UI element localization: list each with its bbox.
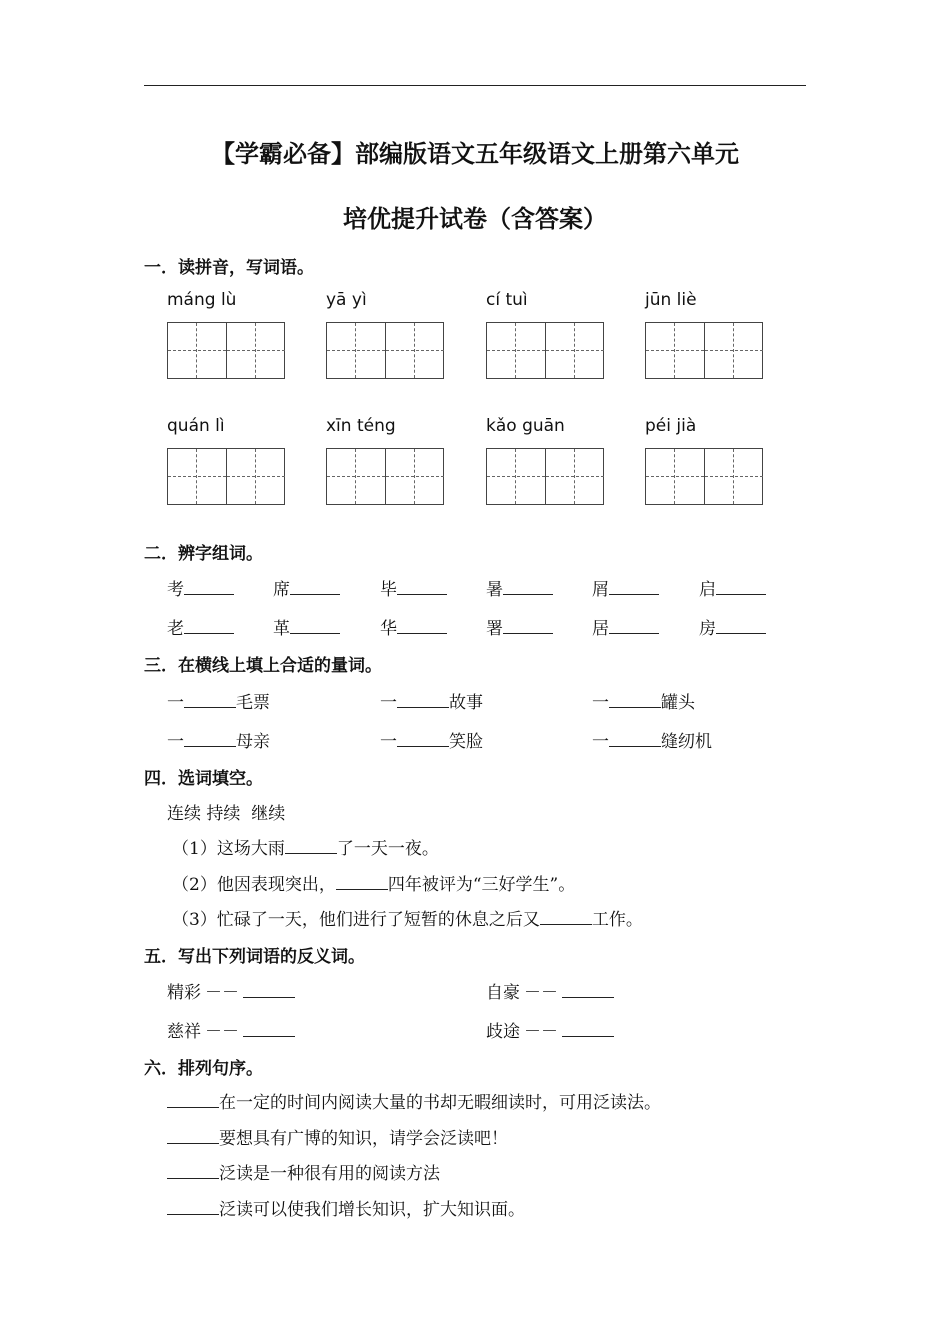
answer-blank[interactable]: [184, 579, 234, 595]
pinyin-label: cí tuì: [486, 290, 528, 310]
pinyin-label: péi jià: [645, 416, 697, 436]
pinyin-label: jūn liè: [645, 290, 697, 310]
sentence-order-item: 要想具有广博的知识，请学会泛读吧！: [167, 1124, 508, 1149]
answer-blank[interactable]: [167, 1092, 219, 1108]
pinyin-label: yā yì: [326, 290, 367, 310]
answer-blank[interactable]: [716, 618, 766, 634]
answer-blank[interactable]: [243, 1021, 295, 1037]
section-3-heading: 三．在横线上填上合适的量词。: [144, 656, 382, 676]
tianzige-box[interactable]: [486, 448, 604, 505]
answer-blank[interactable]: [184, 692, 236, 708]
char-item: 暑: [486, 575, 553, 600]
fill-question-2: （2）他因表现突出， 四年被评为“三好学生”。: [172, 875, 576, 895]
answer-blank[interactable]: [184, 731, 236, 747]
section-1-heading: 一．读拼音，写词语。: [144, 258, 314, 278]
answer-blank[interactable]: [540, 909, 592, 925]
pinyin-label: quán lì: [167, 416, 225, 436]
fill-question-1: （1）这场大雨 了一天一夜。: [172, 839, 439, 859]
pinyin-label: máng lù: [167, 290, 237, 310]
sentence-order-item: 在一定的时间内阅读大量的书却无暇细读时，可用泛读法。: [167, 1088, 661, 1113]
answer-blank[interactable]: [609, 618, 659, 634]
answer-blank[interactable]: [609, 579, 659, 595]
answer-blank[interactable]: [290, 579, 340, 595]
answer-blank[interactable]: [503, 618, 553, 634]
measure-word-item: 一 罐头: [592, 693, 695, 713]
tianzige-box[interactable]: [326, 448, 444, 505]
tianzige-box[interactable]: [167, 448, 285, 505]
antonym-item: 自豪 －－: [486, 978, 614, 1003]
antonym-item: 精彩 －－: [167, 978, 295, 1003]
char-item: 启: [699, 575, 766, 600]
section-5-heading: 五．写出下列词语的反义词。: [144, 947, 365, 967]
antonym-item: 歧途 －－: [486, 1017, 614, 1042]
answer-blank[interactable]: [243, 982, 295, 998]
answer-blank[interactable]: [562, 982, 614, 998]
measure-word-item: 一 母亲: [167, 732, 270, 752]
top-rule: [144, 85, 806, 86]
measure-word-item: 一 故事: [380, 693, 483, 713]
title-line-1: 【学霸必备】部编版语文五年级语文上册第六单元: [211, 140, 739, 168]
char-item: 署: [486, 614, 553, 639]
tianzige-box[interactable]: [645, 448, 763, 505]
answer-blank[interactable]: [285, 838, 337, 854]
section-4-heading: 四．选词填空。: [144, 769, 263, 789]
measure-word-item: 一 笑脸: [380, 732, 483, 752]
answer-blank[interactable]: [184, 618, 234, 634]
answer-blank[interactable]: [290, 618, 340, 634]
char-item: 居: [592, 614, 659, 639]
section-6-heading: 六．排列句序。: [144, 1059, 263, 1079]
answer-blank[interactable]: [397, 692, 449, 708]
sentence-order-item: 泛读可以使我们增长知识，扩大知识面。: [167, 1195, 525, 1220]
answer-blank[interactable]: [609, 692, 661, 708]
answer-blank[interactable]: [167, 1128, 219, 1144]
answer-blank[interactable]: [336, 874, 388, 890]
antonym-item: 慈祥 －－: [167, 1017, 295, 1042]
tianzige-box[interactable]: [486, 322, 604, 379]
answer-blank[interactable]: [397, 731, 449, 747]
char-item: 毕: [380, 575, 447, 600]
fill-question-3: （3）忙碌了一天，他们进行了短暂的休息之后又 工作。: [172, 910, 643, 930]
answer-blank[interactable]: [397, 579, 447, 595]
section-2-heading: 二．辨字组词。: [144, 544, 263, 564]
answer-blank[interactable]: [503, 579, 553, 595]
sentence-order-item: 泛读是一种很有用的阅读方法: [167, 1159, 440, 1184]
tianzige-box[interactable]: [645, 322, 763, 379]
answer-blank[interactable]: [397, 618, 447, 634]
measure-word-item: 一 毛票: [167, 693, 270, 713]
pinyin-label: kǎo guān: [486, 416, 565, 436]
char-item: 华: [380, 614, 447, 639]
char-item: 考: [167, 575, 234, 600]
char-item: 老: [167, 614, 234, 639]
tianzige-box[interactable]: [167, 322, 285, 379]
pinyin-label: xīn téng: [326, 416, 396, 436]
answer-blank[interactable]: [167, 1163, 219, 1179]
answer-blank[interactable]: [716, 579, 766, 595]
char-item: 房: [699, 614, 766, 639]
char-item: 革: [273, 614, 340, 639]
answer-blank[interactable]: [609, 731, 661, 747]
char-item: 席: [273, 575, 340, 600]
tianzige-box[interactable]: [326, 322, 444, 379]
answer-blank[interactable]: [167, 1199, 219, 1215]
word-options: 连续 持续 继续: [167, 804, 286, 824]
char-item: 屑: [592, 575, 659, 600]
title-line-2: 培优提升试卷（含答案）: [343, 205, 607, 233]
answer-blank[interactable]: [562, 1021, 614, 1037]
measure-word-item: 一 缝纫机: [592, 732, 712, 752]
